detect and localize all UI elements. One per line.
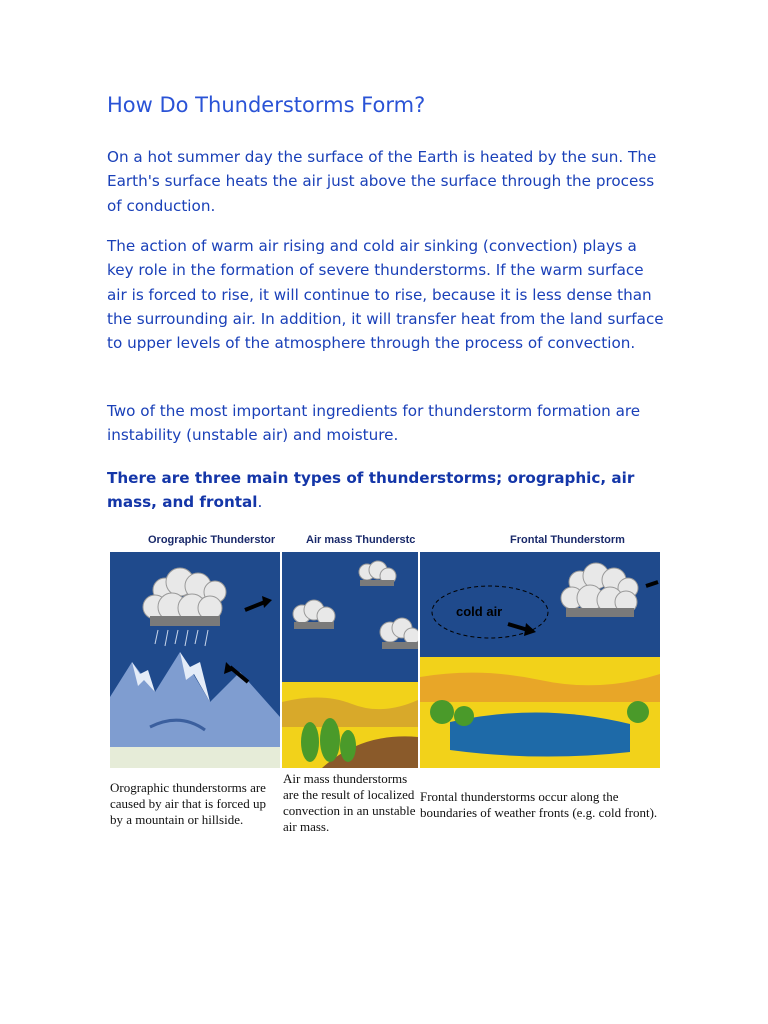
paragraph-conduction: On a hot summer day the surface of the Earth is heated by the sun. The Earth's surface heats the air just above the surface through the process of conduction. <box>107 148 657 215</box>
paragraph-ingredients: Two of the most important ingredients for thunderstorm formation are instability (unstable air) and moisture. <box>107 402 641 445</box>
page-title: How Do Thunderstorms Form? <box>107 93 426 117</box>
figure-airmass <box>282 528 418 768</box>
types-intro-end: . <box>257 493 263 512</box>
figure-frontal <box>420 528 660 768</box>
caption-frontal: Frontal thunderstorms occur along the boundaries of weather fronts (e.g. cold front). <box>420 789 658 820</box>
paragraph-convection: The action of warm air rising and cold air sinking (convection) plays a key role in the formation of severe thunderstorms. If the warm surface air is forced to rise, it will continue to rise, because it is less dense than the surrounding air. In addition, it will transfer heat from the land surface to upper levels of the atmosphere through the process of convection. <box>107 237 664 353</box>
cold-air-annotation: cold air <box>456 604 503 619</box>
thunderstorm-figures <box>110 528 660 768</box>
figure-orographic-label: Orographic Thunderstor <box>148 534 276 546</box>
figure-frontal-label: Frontal Thunderstorm <box>510 534 625 546</box>
figure-orographic <box>110 528 280 768</box>
types-intro: There are three main types of thunderstorms; orographic, air mass, and frontal <box>107 469 635 512</box>
orographic-illustration <box>110 552 280 768</box>
paragraph-types <box>107 466 667 515</box>
figure-airmass-label: Air mass Thunderstc <box>306 534 416 546</box>
airmass-illustration <box>282 552 418 768</box>
caption-orographic: Orographic thunderstorms are caused by air that is forced up by a mountain or hillside. <box>110 780 266 827</box>
caption-airmass: Air mass thunderstorms are the result of localized convection in an unstable air mass. <box>283 771 416 834</box>
frontal-illustration <box>420 552 660 768</box>
